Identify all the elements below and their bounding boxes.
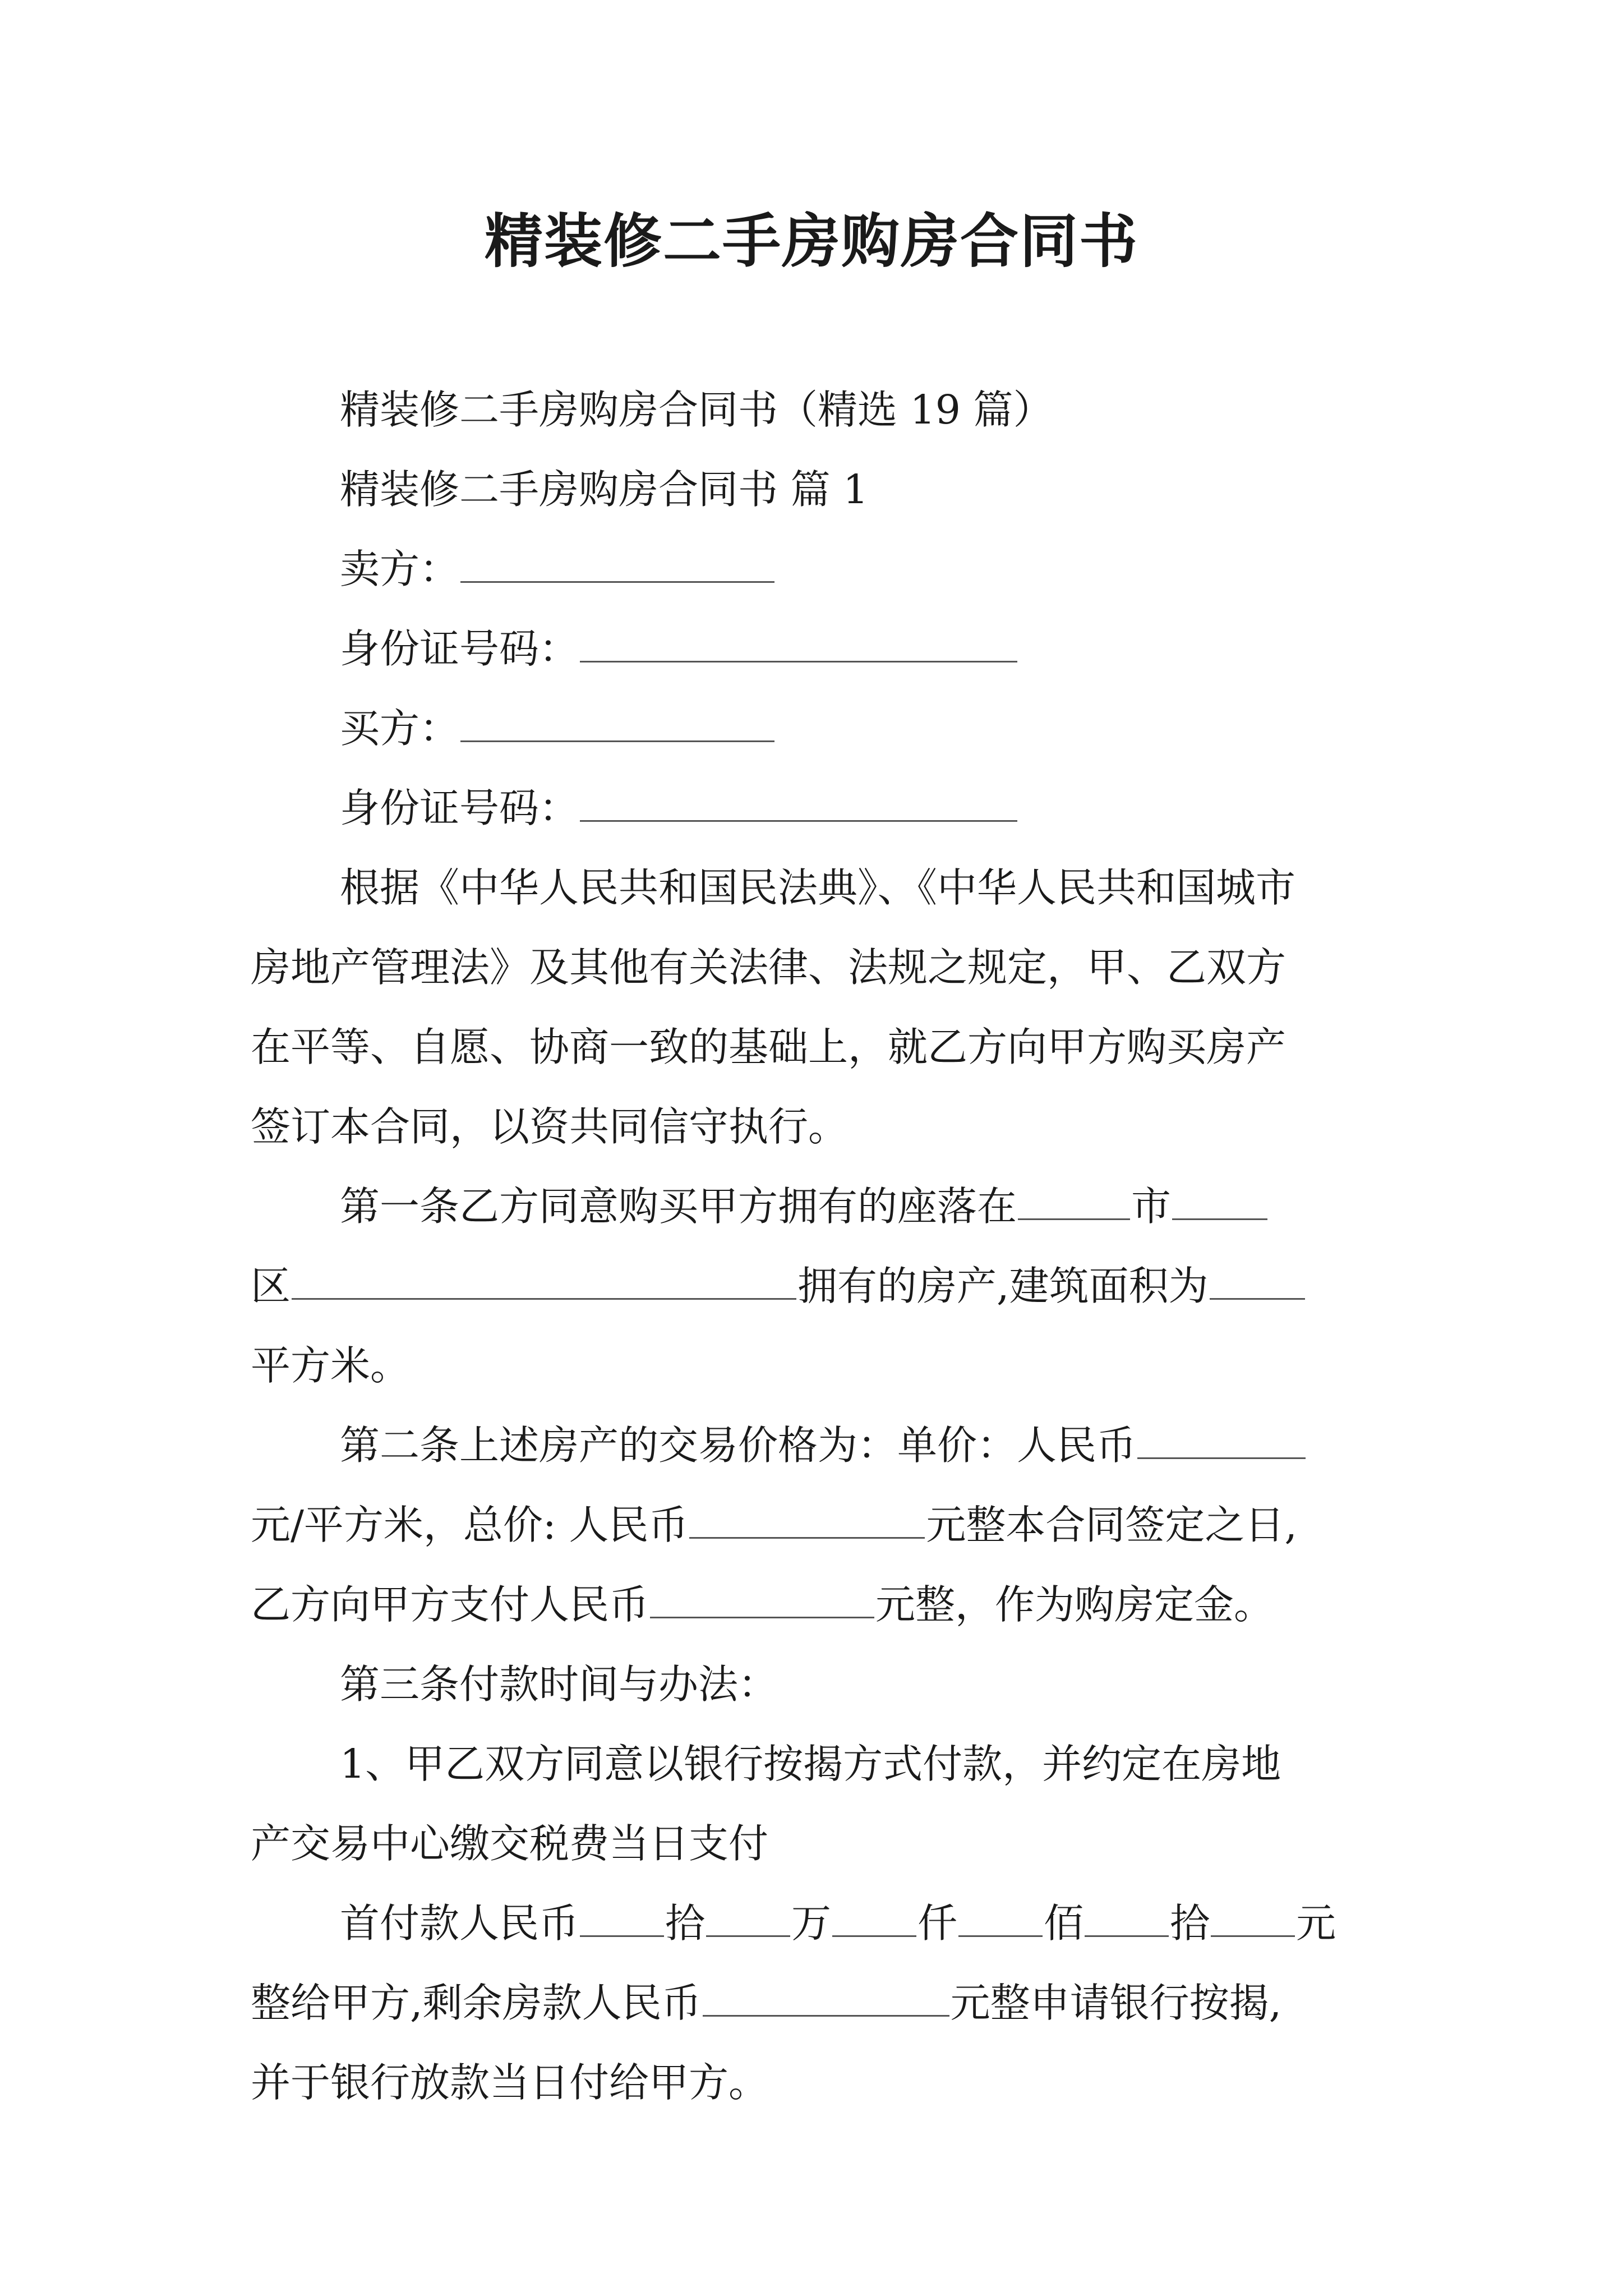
- buyer-blank: [460, 701, 774, 742]
- seller-id-label: 身份证号码：: [340, 625, 579, 672]
- unit-price-blank: [1137, 1418, 1306, 1459]
- preamble-paragraph: [251, 848, 1394, 1167]
- city-blank: [1018, 1179, 1130, 1220]
- article-2-line: [251, 1406, 1394, 1485]
- down-payment-text: 首付款人民币: [340, 1900, 579, 1947]
- unit-label: 万: [791, 1900, 832, 1947]
- unit-label: 元: [1296, 1900, 1336, 1947]
- article-3-line: 1、甲乙双方同意以银行按揭方式付款，并约定在房地: [340, 1741, 1281, 1787]
- article-2-line: [251, 1485, 1394, 1565]
- article-3: [251, 1645, 1394, 2123]
- down-payment-line: [251, 1963, 1394, 2043]
- buyer-id-line: [251, 769, 1394, 848]
- article-1-line: [251, 1167, 1394, 1246]
- city-label: 市: [1131, 1183, 1172, 1230]
- unit-label: 佰: [1044, 1900, 1084, 1947]
- article-2-line: [251, 1565, 1394, 1645]
- preamble-line: 房地产管理法》及其他有关法律、法规之规定，甲、乙双方: [251, 944, 1287, 991]
- article-2-text: 乙方向甲方支付人民币: [251, 1581, 649, 1628]
- unit-label: 仟: [917, 1900, 958, 1947]
- seller-id-blank: [580, 622, 1017, 662]
- article-2-text: 元整，作为购房定金。: [875, 1581, 1274, 1628]
- amount-blank: [958, 1896, 1043, 1937]
- amount-blank: [706, 1896, 790, 1937]
- district-label: 区: [251, 1263, 291, 1309]
- address-blank: [292, 1259, 796, 1300]
- seller-line: [251, 530, 1394, 609]
- article-1-text: 第一条乙方同意购买甲方拥有的座落在: [340, 1183, 1017, 1230]
- buyer-id-label: 身份证号码：: [340, 785, 579, 831]
- down-payment-line: 并于银行放款当日付给甲方。: [251, 2059, 769, 2106]
- preamble-line: 在平等、自愿、协商一致的基础上，就乙方向甲方购买房产: [251, 1024, 1287, 1070]
- down-payment-text: 整给甲方,剩余房款人民币: [251, 1980, 702, 2026]
- article-3-heading: 第三条付款时间与办法：: [340, 1661, 778, 1708]
- buyer-label: 买方：: [340, 705, 460, 752]
- preamble-line: 根据《中华人民共和国民法典》、《中华人民共和国城市: [340, 864, 1296, 911]
- article-1-line: [251, 1246, 1394, 1326]
- down-payment-line: [251, 1884, 1394, 1963]
- amount-blank: [580, 1896, 664, 1937]
- document-title: 精装修二手房购房合同书: [484, 207, 1138, 275]
- unit-label: 拾: [665, 1900, 706, 1947]
- seller-blank: [460, 542, 774, 583]
- chapter-heading: 精装修二手房购房合同书 篇 1: [340, 466, 869, 513]
- subtitle: 精装修二手房购房合同书（精选 19 篇）: [340, 386, 1053, 433]
- article-3-line: 产交易中心缴交税费当日支付: [251, 1820, 769, 1867]
- amount-blank: [832, 1896, 916, 1937]
- amount-blank: [1085, 1896, 1169, 1937]
- total-price-blank: [689, 1498, 925, 1539]
- deposit-blank: [650, 1577, 874, 1618]
- article-2-text: 第二条上述房产的交易价格为：单价：人民币: [340, 1422, 1137, 1469]
- unit-label: 拾: [1170, 1900, 1210, 1947]
- article-1: [251, 1167, 1394, 1406]
- amount-blank: [1211, 1896, 1295, 1937]
- remaining-blank: [703, 1976, 949, 2017]
- down-payment-text: 元整申请银行按揭,: [950, 1980, 1282, 2026]
- buyer-id-blank: [580, 781, 1017, 822]
- article-2-text: 元整本合同签定之日,: [926, 1502, 1297, 1548]
- article-1-text: 拥有的房产,建筑面积为: [797, 1263, 1209, 1309]
- article-2-text: 元/平方米，总价: 人民币: [251, 1502, 689, 1548]
- seller-id-line: [251, 609, 1394, 689]
- article-2: [251, 1406, 1394, 1645]
- document-body: [251, 370, 1394, 2123]
- area-blank: [1210, 1259, 1305, 1300]
- article-1-line: 平方米。: [251, 1342, 411, 1389]
- seller-label: 卖方：: [340, 546, 460, 592]
- district-blank: [1172, 1179, 1267, 1220]
- buyer-line: [251, 689, 1394, 769]
- preamble-line: 签订本合同，以资共同信守执行。: [251, 1103, 849, 1150]
